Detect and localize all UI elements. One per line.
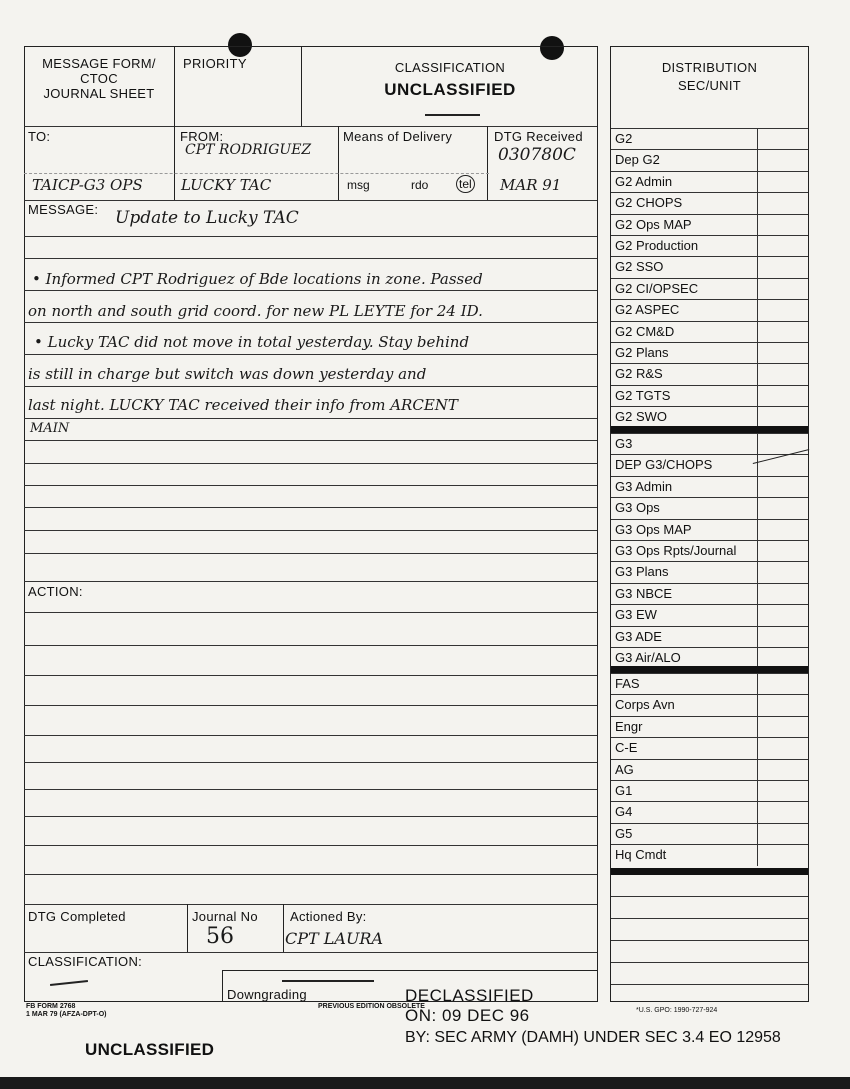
distribution-check-box	[757, 279, 758, 299]
distribution-check-box	[757, 322, 758, 342]
form-title-line2: CTOC	[80, 71, 118, 86]
distribution-item	[611, 299, 808, 320]
distribution-item	[611, 321, 808, 342]
distribution-item-label: Corps Avn	[615, 697, 675, 713]
bottom-classification: UNCLASSIFIED	[85, 1040, 215, 1059]
to-label: TO:	[28, 129, 51, 144]
distribution-item-label: G2 R&S	[615, 366, 663, 382]
distribution-item-label: DEP G3/CHOPS	[615, 457, 713, 473]
distribution-item-label: G2 CHOPS	[615, 195, 683, 211]
distribution-check-box	[757, 520, 758, 540]
routing-subdivider	[24, 173, 489, 174]
form-title-cell	[24, 46, 175, 126]
classification-strike	[425, 114, 480, 116]
message-line-5: last night. LUCKY TAC received their info from ARCENT	[28, 396, 458, 414]
distribution-item-label: G3 Ops	[615, 500, 660, 516]
journal-no-value: 56	[206, 924, 234, 949]
distribution-item-label: G2 ASPEC	[615, 302, 680, 318]
distribution-check-box	[757, 236, 758, 256]
from-cell	[175, 126, 339, 200]
journal-no-label: Journal No	[192, 909, 258, 924]
distribution-item	[611, 497, 808, 518]
action-label: ACTION:	[28, 584, 83, 599]
distribution-item-label: FAS	[615, 676, 640, 691]
distribution-lower-lines	[611, 875, 808, 1002]
distribution-check-box	[757, 845, 758, 865]
distribution-item	[611, 823, 808, 844]
distribution-check-box	[757, 760, 758, 780]
means-label: Means of Delivery	[343, 129, 453, 144]
distribution-check-box	[757, 605, 758, 625]
distribution-item-label: AG	[615, 761, 634, 777]
distribution-check-box	[757, 150, 758, 170]
footer-classification-label: CLASSIFICATION:	[28, 954, 143, 969]
means-option-msg: msg	[347, 178, 370, 192]
distribution-item	[611, 171, 808, 192]
distribution-item-label: G3 NBCE	[615, 585, 673, 601]
distribution-item-label: G2	[615, 131, 633, 146]
message-line-1: • Informed CPT Rodriguez of Bde locations in zone. Passed	[32, 270, 483, 288]
distribution-check-box	[757, 824, 758, 844]
distribution-check-box	[757, 695, 758, 715]
form-number-2: 1 MAR 79 (AFZA-DPT-O)	[26, 1011, 107, 1018]
distribution-check-box	[757, 434, 758, 454]
from-label: FROM:	[180, 129, 224, 144]
distribution-item	[611, 256, 808, 277]
distribution-check-box	[757, 781, 758, 801]
distribution-check-box	[757, 584, 758, 604]
distribution-item	[611, 583, 808, 604]
distribution-check-box	[757, 343, 758, 363]
distribution-item	[611, 406, 808, 427]
distribution-item-label: G4	[615, 804, 633, 820]
classification-label: CLASSIFICATION	[394, 60, 506, 75]
priority-label: PRIORITY	[183, 56, 247, 71]
message-line-2: on north and south grid coord. for new PL LEYTE for 24 ID.	[28, 302, 483, 320]
message-label: MESSAGE:	[28, 202, 99, 217]
distribution-check-box	[757, 674, 758, 694]
distribution-item-label: C-E	[615, 740, 638, 756]
distribution-item-label: G3 Ops MAP	[615, 521, 692, 537]
distribution-item	[611, 540, 808, 561]
distribution-item-label: G2 TGTS	[615, 387, 671, 403]
distribution-item	[611, 476, 808, 497]
distribution-sublabel: SEC/UNIT	[677, 78, 742, 93]
means-option-rdo: rdo	[411, 178, 429, 192]
to-cell	[24, 126, 175, 200]
distribution-item-label: G2 Production	[615, 238, 699, 253]
distribution-item-label: G2 SSO	[615, 259, 664, 275]
classification-value: UNCLASSIFIED	[384, 80, 516, 99]
distribution-item-label: G3 Admin	[615, 478, 673, 494]
distribution-check-box	[757, 498, 758, 518]
declassified-stamp-1: DECLASSIFIED	[405, 986, 534, 1005]
distribution-check-box	[757, 172, 758, 192]
distribution-check-box	[757, 300, 758, 320]
message-subject: Update to Lucky TAC	[115, 208, 299, 228]
distribution-label: DISTRIBUTION	[661, 60, 758, 75]
distribution-item-label: G3 Air/ALO	[615, 650, 681, 665]
distribution-item-label: G2 Ops MAP	[615, 216, 692, 232]
distribution-item	[611, 737, 808, 758]
distribution-item	[611, 235, 808, 256]
downgrading-label: Downgrading	[227, 987, 307, 1002]
distribution-check-box	[757, 717, 758, 737]
distribution-item-label: G3 ADE	[615, 628, 662, 644]
distribution-item	[611, 759, 808, 780]
dtg-received-value: 030780C	[498, 145, 576, 165]
distribution-item-label: G2 SWO	[615, 409, 668, 425]
distribution-item	[611, 214, 808, 235]
distribution-item	[611, 716, 808, 737]
distribution-check-box	[757, 129, 758, 149]
distribution-item	[611, 519, 808, 540]
distribution-check-box	[757, 455, 758, 475]
message-line-4: is still in charge but switch was down yesterday and	[28, 365, 427, 383]
distribution-item-label: G3 Ops Rpts/Journal	[615, 543, 737, 558]
distribution-item-label: G2 Plans	[615, 345, 669, 360]
journal-no-cell	[187, 904, 284, 952]
distribution-check-box	[757, 364, 758, 384]
distribution-separator-end	[611, 868, 808, 875]
distribution-item-label: G2 CI/OPSEC	[615, 280, 699, 296]
means-cell	[339, 126, 488, 200]
distribution-item	[611, 801, 808, 822]
distribution-item-label: G3 Plans	[615, 564, 669, 580]
distribution-item	[611, 192, 808, 213]
from-value-unit: LUCKY TAC	[181, 176, 272, 194]
distribution-item-label: G1	[615, 783, 633, 798]
distribution-check-box	[757, 738, 758, 758]
distribution-item-label: G3	[615, 436, 633, 451]
scan-bottom-edge	[0, 1077, 850, 1089]
dtg-received-cell	[488, 126, 598, 200]
form-title-line3: JOURNAL SHEET	[43, 86, 155, 101]
distribution-item	[611, 433, 808, 454]
distribution-item	[611, 694, 808, 715]
form-number-1: FB FORM 2768	[26, 1003, 76, 1010]
distribution-item-label: G2 CM&D	[615, 323, 675, 339]
distribution-check-box	[757, 215, 758, 235]
distribution-item	[611, 149, 808, 170]
distribution-check-box	[757, 257, 758, 277]
message-line-3: • Lucky TAC did not move in total yesterday. Stay behind	[34, 333, 470, 351]
distribution-check-box	[757, 627, 758, 647]
distribution-check-box	[757, 477, 758, 497]
distribution-item-label: Hq Cmdt	[615, 847, 667, 863]
distribution-item	[611, 604, 808, 625]
message-line-6: MAIN	[30, 421, 70, 436]
distribution-item	[611, 128, 808, 149]
downgrading-strike	[282, 980, 374, 982]
distribution-check-box	[757, 541, 758, 561]
distribution-item-label: Engr	[615, 718, 643, 734]
dtg-received-month: MAR 91	[500, 176, 562, 194]
declassified-stamp-2: ON: 09 DEC 96	[405, 1006, 530, 1025]
distribution-item-label: Dep G2	[615, 152, 660, 168]
distribution-check-box	[757, 407, 758, 427]
priority-cell	[175, 46, 302, 126]
from-value-name: CPT RODRIGUEZ	[185, 142, 312, 158]
dtg-received-label: DTG Received	[494, 129, 583, 144]
distribution-item-label: G3 EW	[615, 607, 657, 623]
distribution-check-box	[757, 562, 758, 582]
actioned-by-value: CPT LAURA	[285, 929, 384, 948]
distribution-item	[611, 673, 808, 694]
actioned-by-label: Actioned By:	[290, 909, 367, 924]
distribution-item	[611, 844, 808, 865]
distribution-item-label: G5	[615, 825, 633, 841]
distribution-item	[611, 561, 808, 582]
distribution-item-label: G2 Admin	[615, 173, 673, 189]
distribution-separator-g2	[611, 426, 808, 433]
distribution-item	[611, 780, 808, 801]
distribution-item	[611, 626, 808, 647]
distribution-check-box	[757, 193, 758, 213]
distribution-check-box	[757, 386, 758, 406]
distribution-item	[611, 363, 808, 384]
previous-edition-note: PREVIOUS EDITION OBSOLETE	[318, 1003, 425, 1010]
distribution-item	[611, 342, 808, 363]
declassified-stamp-3: BY: SEC ARMY (DAMH) UNDER SEC 3.4 EO 12958	[405, 1029, 781, 1046]
distribution-item	[611, 385, 808, 406]
form-title-line1: MESSAGE FORM/	[42, 56, 156, 71]
distribution-separator-g3	[611, 666, 808, 673]
distribution-item	[611, 278, 808, 299]
distribution-check-box	[757, 802, 758, 822]
gpo-note: *U.S. GPO: 1990-727-924	[636, 1007, 718, 1014]
means-option-tel: tel	[456, 175, 475, 193]
distribution-header	[611, 60, 808, 93]
to-value: TAICP-G3 OPS	[32, 176, 143, 194]
dtg-completed-label: DTG Completed	[28, 909, 126, 924]
